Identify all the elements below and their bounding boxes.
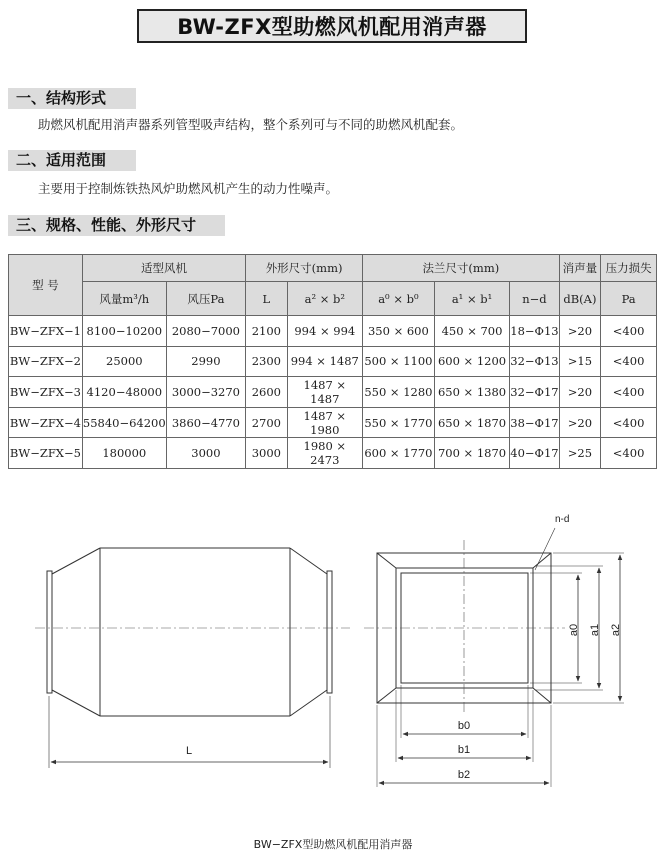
cell-a0b0: 550 × 1770 (363, 407, 435, 438)
dim-label-b1: b1 (457, 744, 471, 756)
table-row (9, 407, 657, 438)
dim-label-a0: a0 (568, 623, 580, 637)
header-flange: 法兰尺寸(mm) (363, 255, 560, 282)
cell-pressure: 3000 (166, 438, 245, 469)
cell-a1b1: 600 × 1200 (434, 346, 510, 377)
dim-label-a2: a2 (610, 623, 622, 637)
subheader-a1b1: a¹ × b¹ (434, 282, 510, 316)
dim-label-b2: b2 (457, 769, 471, 781)
cell-model: BW−ZFX−3 (9, 377, 83, 408)
cell-a2b2: 994 × 994 (287, 316, 363, 347)
subheader-a2b2: a² × b² (287, 282, 363, 316)
cell-pressure: 3860−4770 (166, 407, 245, 438)
cell-model: BW−ZFX−4 (9, 407, 83, 438)
cell-noise: >20 (559, 316, 601, 347)
cell-pressure: 2990 (166, 346, 245, 377)
section-heading-specs: 三、规格、性能、外形尺寸 (8, 215, 225, 236)
silencer-drawing (0, 500, 666, 830)
cell-a1b1: 650 × 1870 (434, 407, 510, 438)
dim-label-b0: b0 (457, 720, 471, 732)
cell-flow: 55840−64200 (82, 407, 166, 438)
cell-nd: 18−Φ13 (510, 316, 559, 347)
cell-model: BW−ZFX−1 (9, 316, 83, 347)
spec-table (8, 254, 657, 469)
table-row (9, 438, 657, 469)
cell-L: 2100 (246, 316, 287, 347)
header-model: 型 号 (9, 255, 83, 316)
header-noise: 消声量 (559, 255, 601, 282)
subheader-a0b0: a⁰ × b⁰ (363, 282, 435, 316)
cell-model: BW−ZFX−2 (9, 346, 83, 377)
subheader-flow: 风量m³/h (82, 282, 166, 316)
cell-loss: <400 (601, 438, 657, 469)
dim-label-a1: a1 (589, 623, 601, 637)
cell-nd: 40−Φ17 (510, 438, 559, 469)
cell-a0b0: 350 × 600 (363, 316, 435, 347)
table-row (9, 346, 657, 377)
cell-loss: <400 (601, 346, 657, 377)
header-outer: 外形尺寸(mm) (246, 255, 363, 282)
page-title: BW-ZFX型助燃风机配用消声器 (137, 9, 527, 43)
cell-flow: 180000 (82, 438, 166, 469)
table-row (9, 316, 657, 347)
cell-L: 2600 (246, 377, 287, 408)
cell-model: BW−ZFX−5 (9, 438, 83, 469)
cell-a2b2: 1487 × 1980 (287, 407, 363, 438)
cell-loss: <400 (601, 377, 657, 408)
cell-flow: 4120−48000 (82, 377, 166, 408)
cell-nd: 32−Φ13 (510, 346, 559, 377)
cell-a2b2: 1487 × 1487 (287, 377, 363, 408)
dim-label-L: L (185, 745, 193, 757)
cell-a2b2: 1980 × 2473 (287, 438, 363, 469)
cell-a2b2: 994 × 1487 (287, 346, 363, 377)
cell-L: 2700 (246, 407, 287, 438)
section-heading-structure: 一、结构形式 (8, 88, 136, 109)
subheader-noise-unit: dB(A) (559, 282, 601, 316)
cell-L: 2300 (246, 346, 287, 377)
cell-noise: >15 (559, 346, 601, 377)
cell-a1b1: 450 × 700 (434, 316, 510, 347)
cell-nd: 38−Φ17 (510, 407, 559, 438)
cell-a1b1: 700 × 1870 (434, 438, 510, 469)
cell-flow: 8100−10200 (82, 316, 166, 347)
subheader-loss-unit: Pa (601, 282, 657, 316)
cell-a0b0: 500 × 1100 (363, 346, 435, 377)
cell-loss: <400 (601, 316, 657, 347)
cell-noise: >20 (559, 407, 601, 438)
cell-flow: 25000 (82, 346, 166, 377)
dim-label-nd: n-d (555, 514, 570, 525)
table-row (9, 377, 657, 408)
subheader-pressure: 风压Pa (166, 282, 245, 316)
cell-pressure: 2080−7000 (166, 316, 245, 347)
cell-loss: <400 (601, 407, 657, 438)
cell-L: 3000 (246, 438, 287, 469)
section-text-structure: 助燃风机配用消声器系列管型吸声结构，整个系列可与不同的助燃风机配套。 (38, 117, 464, 132)
section-heading-scope: 二、适用范围 (8, 150, 136, 171)
cell-a0b0: 600 × 1770 (363, 438, 435, 469)
cell-noise: >25 (559, 438, 601, 469)
side-view (35, 548, 350, 768)
cell-nd: 32−Φ17 (510, 377, 559, 408)
cell-a0b0: 550 × 1280 (363, 377, 435, 408)
cell-noise: >20 (559, 377, 601, 408)
cell-a1b1: 650 × 1380 (434, 377, 510, 408)
header-loss: 压力损失 (601, 255, 657, 282)
subheader-L: L (246, 282, 287, 316)
header-fan: 适型风机 (82, 255, 245, 282)
cell-pressure: 3000−3270 (166, 377, 245, 408)
front-view (364, 528, 624, 787)
subheader-nd: n−d (510, 282, 559, 316)
figure-caption: BW−ZFX型助燃风机配用消声器 (253, 838, 413, 851)
section-text-scope: 主要用于控制炼铁热风炉助燃风机产生的动力性噪声。 (38, 181, 339, 196)
